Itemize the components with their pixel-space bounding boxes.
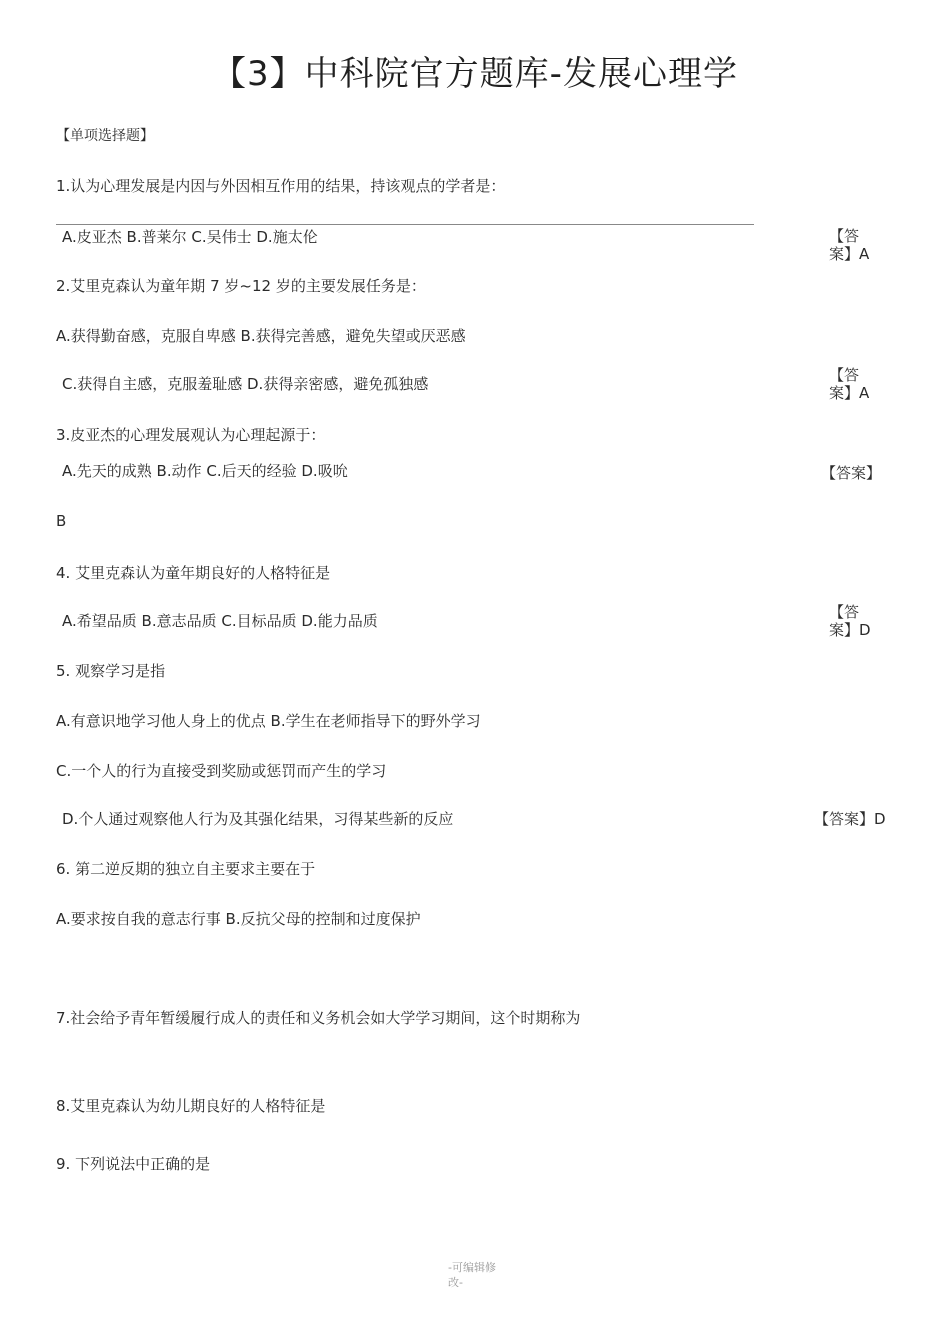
section-heading: 【单项选择题】 xyxy=(56,128,154,144)
question-9: 9. 下列说法中正确的是 xyxy=(56,1155,211,1173)
question-5-options: D.个人通过观察他人行为及其强化结果，习得某些新的反应 xyxy=(62,810,454,828)
question-5-options: C.一个人的行为直接受到奖励或惩罚而产生的学习 xyxy=(56,762,387,780)
question-2-answer xyxy=(829,366,869,402)
question-2: 2.艾里克森认为童年期 7 岁~12 岁的主要发展任务是： xyxy=(56,277,426,295)
question-3-answer-label: 【答案】 xyxy=(821,464,882,482)
question-5: 5. 观察学习是指 xyxy=(56,662,166,680)
page-footer: -可编辑修改- xyxy=(448,1261,496,1289)
question-2-options: C.获得自主感，克服羞耻感 D.获得亲密感，避免孤独感 xyxy=(62,375,429,393)
answer-line: 案】A xyxy=(829,245,870,263)
question-5-options: A.有意识地学习他人身上的优点 B.学生在老师指导下的野外学习 xyxy=(56,712,481,730)
question-3: 3.皮亚杰的心理发展观认为心理起源于： xyxy=(56,426,326,444)
question-3-options: A.先天的成熟 B.动作 C.后天的经验 D.吸吮 xyxy=(62,462,348,480)
question-4: 4. 艾里克森认为童年期良好的人格特征是 xyxy=(56,564,331,582)
question-7: 7.社会给予青年暂缓履行成人的责任和义务机会如大学学习期间，这个时期称为 xyxy=(56,1009,581,1027)
question-1: 1.认为心理发展是内因与外因相互作用的结果，持该观点的学者是： xyxy=(56,177,506,195)
question-2-options: A.获得勤奋感，克服自卑感 B.获得完善感，避免失望或厌恶感 xyxy=(56,327,466,345)
answer-line: 【答 xyxy=(829,603,860,621)
question-8: 8.艾里克森认为幼儿期良好的人格特征是 xyxy=(56,1097,326,1115)
answer-line: 案】A xyxy=(829,384,870,402)
question-1-options: A.皮亚杰 B.普莱尔 C.吴伟士 D.施太伦 xyxy=(62,228,318,246)
question-4-answer xyxy=(829,603,871,639)
answer-line: 【答 xyxy=(829,366,860,384)
divider-line xyxy=(56,224,754,225)
answer-line: 【答 xyxy=(829,227,860,245)
answer-line: 案】D xyxy=(829,621,871,639)
question-6-options: A.要求按自我的意志行事 B.反抗父母的控制和过度保护 xyxy=(56,910,421,928)
question-3-answer-value: B xyxy=(56,512,67,530)
question-4-options: A.希望品质 B.意志品质 C.目标品质 D.能力品质 xyxy=(62,612,378,630)
question-5-answer: 【答案】D xyxy=(814,810,886,828)
page-title: 【3】中科院官方题库-发展心理学 xyxy=(212,54,738,94)
question-1-answer xyxy=(829,227,869,263)
question-6: 6. 第二逆反期的独立自主要求主要在于 xyxy=(56,860,316,878)
